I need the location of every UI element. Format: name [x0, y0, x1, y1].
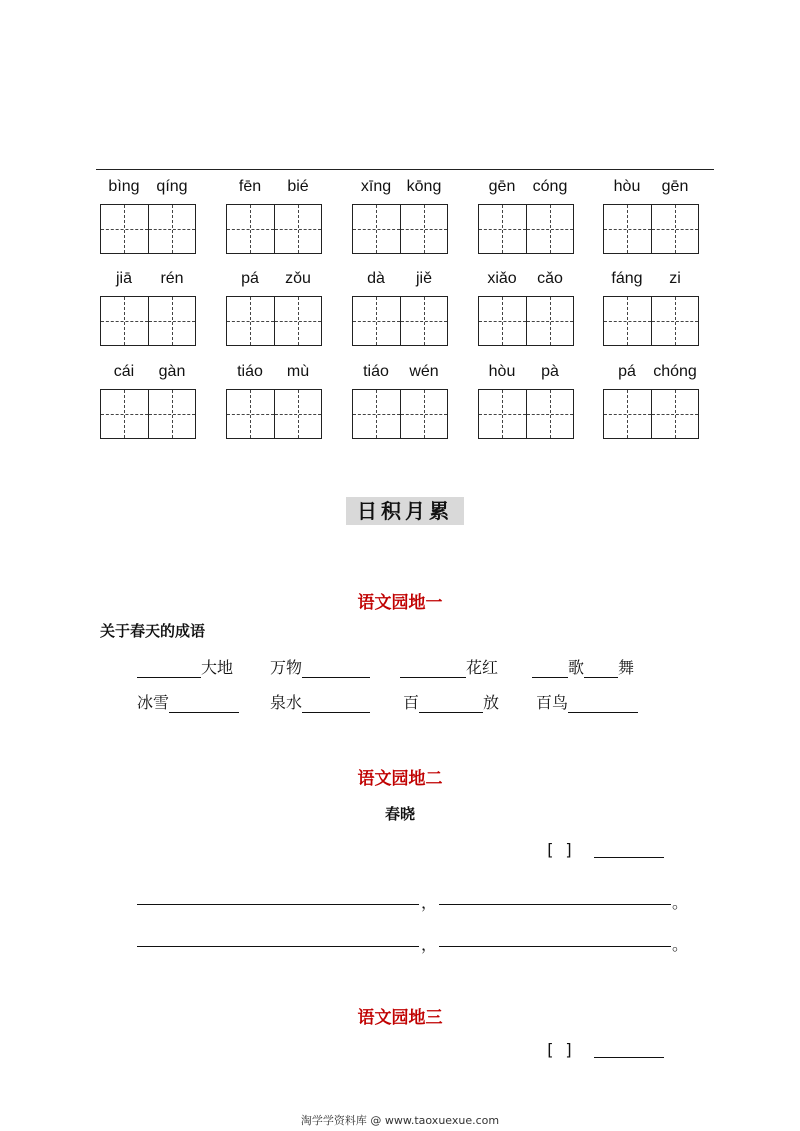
- pinyin-syllable: zi: [669, 270, 681, 287]
- tianzige-cell[interactable]: [651, 390, 699, 438]
- tianzige-cell[interactable]: [526, 297, 574, 345]
- pinyin-pair: [100, 176, 196, 198]
- writing-box[interactable]: [603, 389, 699, 439]
- pinyin-pair: [478, 176, 574, 198]
- poem-title: 春晓: [384, 805, 415, 823]
- pinyin-pair: [100, 361, 196, 383]
- idiom-text: 泉水: [270, 693, 303, 712]
- writing-box[interactable]: [603, 296, 699, 346]
- pinyin-pair: [100, 268, 196, 290]
- poem-line-1a[interactable]: [137, 904, 419, 905]
- tianzige-cell[interactable]: [479, 205, 526, 253]
- pinyin-syllable: hòu: [613, 178, 641, 195]
- pinyin-syllable: bìng: [108, 178, 140, 195]
- tianzige-cell[interactable]: [604, 205, 651, 253]
- writing-box[interactable]: [100, 296, 196, 346]
- pinyin-syllable: fáng: [611, 270, 643, 287]
- pinyin-syllable: fēn: [238, 178, 262, 195]
- pinyin-syllable: xiǎo: [487, 270, 517, 287]
- tianzige-cell[interactable]: [101, 205, 148, 253]
- idiom-row-2: [0, 690, 800, 714]
- pinyin-syllable: qíng: [156, 178, 188, 195]
- footer: 淘学学资料库 @ www.taoxuexue.com: [300, 1114, 500, 1127]
- pinyin-syllable: gēn: [488, 178, 516, 195]
- idiom-text: 百: [403, 693, 420, 712]
- tianzige-cell[interactable]: [148, 390, 196, 438]
- blank[interactable]: [137, 659, 201, 678]
- pinyin-pair: [226, 361, 322, 383]
- pinyin-syllable: pá: [618, 363, 636, 380]
- pinyin-syllable: mù: [286, 363, 310, 380]
- idiom-row-1: [0, 655, 800, 679]
- writing-box[interactable]: [478, 204, 574, 254]
- poem-line-2a[interactable]: [137, 946, 419, 947]
- tianzige-cell[interactable]: [526, 390, 574, 438]
- blank[interactable]: [302, 694, 370, 713]
- tianzige-cell[interactable]: [353, 205, 400, 253]
- comma: ，: [421, 935, 438, 954]
- period: 。: [672, 893, 689, 912]
- tianzige-cell[interactable]: [604, 297, 651, 345]
- poem-line-2b[interactable]: [439, 946, 671, 947]
- pinyin-syllable: pà: [541, 363, 559, 380]
- poem-line-1b[interactable]: [439, 904, 671, 905]
- idiom-text: 大地: [201, 658, 234, 677]
- tianzige-cell[interactable]: [400, 205, 448, 253]
- blank[interactable]: [584, 659, 618, 678]
- pinyin-pair: [603, 268, 699, 290]
- tianzige-cell[interactable]: [101, 390, 148, 438]
- idioms-label: 关于春天的成语: [100, 622, 206, 640]
- tianzige-cell[interactable]: [526, 205, 574, 253]
- tianzige-cell[interactable]: [353, 297, 400, 345]
- tianzige-cell[interactable]: [101, 297, 148, 345]
- pinyin-syllable: zǒu: [285, 270, 311, 287]
- pinyin-syllable: cóng: [532, 178, 568, 195]
- pinyin-syllable: pá: [241, 270, 259, 287]
- blank[interactable]: [400, 659, 466, 678]
- writing-box[interactable]: [478, 296, 574, 346]
- blank[interactable]: [568, 694, 638, 713]
- tianzige-cell[interactable]: [227, 390, 274, 438]
- idiom-text: 万物: [270, 658, 303, 677]
- writing-box[interactable]: [352, 204, 448, 254]
- comma: ，: [421, 893, 438, 912]
- author-bracket: [ ]: [545, 1040, 574, 1059]
- idiom-text: 冰雪: [137, 693, 170, 712]
- writing-box[interactable]: [226, 204, 322, 254]
- pinyin-syllable: jiā: [115, 270, 132, 287]
- tianzige-cell[interactable]: [479, 297, 526, 345]
- pinyin-syllable: gēn: [661, 178, 689, 195]
- pinyin-pair: [603, 361, 699, 383]
- section-title: 日积月累: [346, 497, 464, 525]
- pinyin-syllable: jiě: [415, 270, 432, 287]
- idiom-text: 歌: [568, 658, 585, 677]
- pinyin-pair: [352, 361, 448, 383]
- pinyin-syllable: hòu: [488, 363, 516, 380]
- pinyin-pair: [226, 176, 322, 198]
- pinyin-pair: [226, 268, 322, 290]
- blank[interactable]: [532, 659, 568, 678]
- pinyin-syllable: cǎo: [537, 270, 563, 287]
- writing-box[interactable]: [100, 204, 196, 254]
- top-rule: [96, 169, 714, 170]
- blank[interactable]: [419, 694, 483, 713]
- tianzige-cell[interactable]: [227, 297, 274, 345]
- garden3-heading: 语文园地三: [357, 1008, 443, 1028]
- pinyin-syllable: cái: [113, 363, 135, 380]
- blank[interactable]: [302, 659, 370, 678]
- pinyin-pair: [478, 268, 574, 290]
- pinyin-syllable: xīng: [360, 178, 392, 195]
- period: 。: [672, 935, 689, 954]
- tianzige-cell[interactable]: [400, 390, 448, 438]
- author-blank[interactable]: [594, 857, 664, 858]
- pinyin-syllable: bié: [287, 178, 309, 195]
- tianzige-cell[interactable]: [148, 297, 196, 345]
- pinyin-syllable: tiáo: [363, 363, 389, 380]
- idiom-text: 百鸟: [536, 693, 569, 712]
- writing-box[interactable]: [603, 204, 699, 254]
- tianzige-cell[interactable]: [604, 390, 651, 438]
- pinyin-pair: [352, 176, 448, 198]
- tianzige-cell[interactable]: [353, 390, 400, 438]
- tianzige-cell[interactable]: [400, 297, 448, 345]
- tianzige-cell[interactable]: [148, 205, 196, 253]
- idiom-text: 舞: [618, 658, 635, 677]
- tianzige-cell[interactable]: [227, 205, 274, 253]
- tianzige-cell[interactable]: [274, 390, 322, 438]
- pinyin-pair: [603, 176, 699, 198]
- tianzige-cell[interactable]: [651, 205, 699, 253]
- tianzige-cell[interactable]: [479, 390, 526, 438]
- pinyin-syllable: dà: [367, 270, 385, 287]
- writing-box[interactable]: [226, 389, 322, 439]
- writing-box[interactable]: [478, 389, 574, 439]
- idiom-text: 花红: [466, 658, 499, 677]
- tianzige-cell[interactable]: [274, 205, 322, 253]
- pinyin-syllable: tiáo: [237, 363, 263, 380]
- pinyin-syllable: chóng: [653, 363, 697, 380]
- tianzige-cell[interactable]: [274, 297, 322, 345]
- blank[interactable]: [169, 694, 239, 713]
- pinyin-pair: [352, 268, 448, 290]
- pinyin-syllable: rén: [160, 270, 184, 287]
- author-blank[interactable]: [594, 1057, 664, 1058]
- garden2-heading: 语文园地二: [357, 769, 443, 789]
- writing-box[interactable]: [352, 389, 448, 439]
- pinyin-syllable: gàn: [158, 363, 186, 380]
- pinyin-syllable: kōng: [406, 178, 442, 195]
- idiom-text: 放: [483, 693, 500, 712]
- writing-box[interactable]: [352, 296, 448, 346]
- pinyin-syllable: wén: [409, 363, 439, 380]
- tianzige-cell[interactable]: [651, 297, 699, 345]
- garden1-heading: 语文园地一: [357, 593, 443, 613]
- author-bracket: [ ]: [545, 840, 574, 859]
- writing-box[interactable]: [100, 389, 196, 439]
- pinyin-pair: [478, 361, 574, 383]
- writing-box[interactable]: [226, 296, 322, 346]
